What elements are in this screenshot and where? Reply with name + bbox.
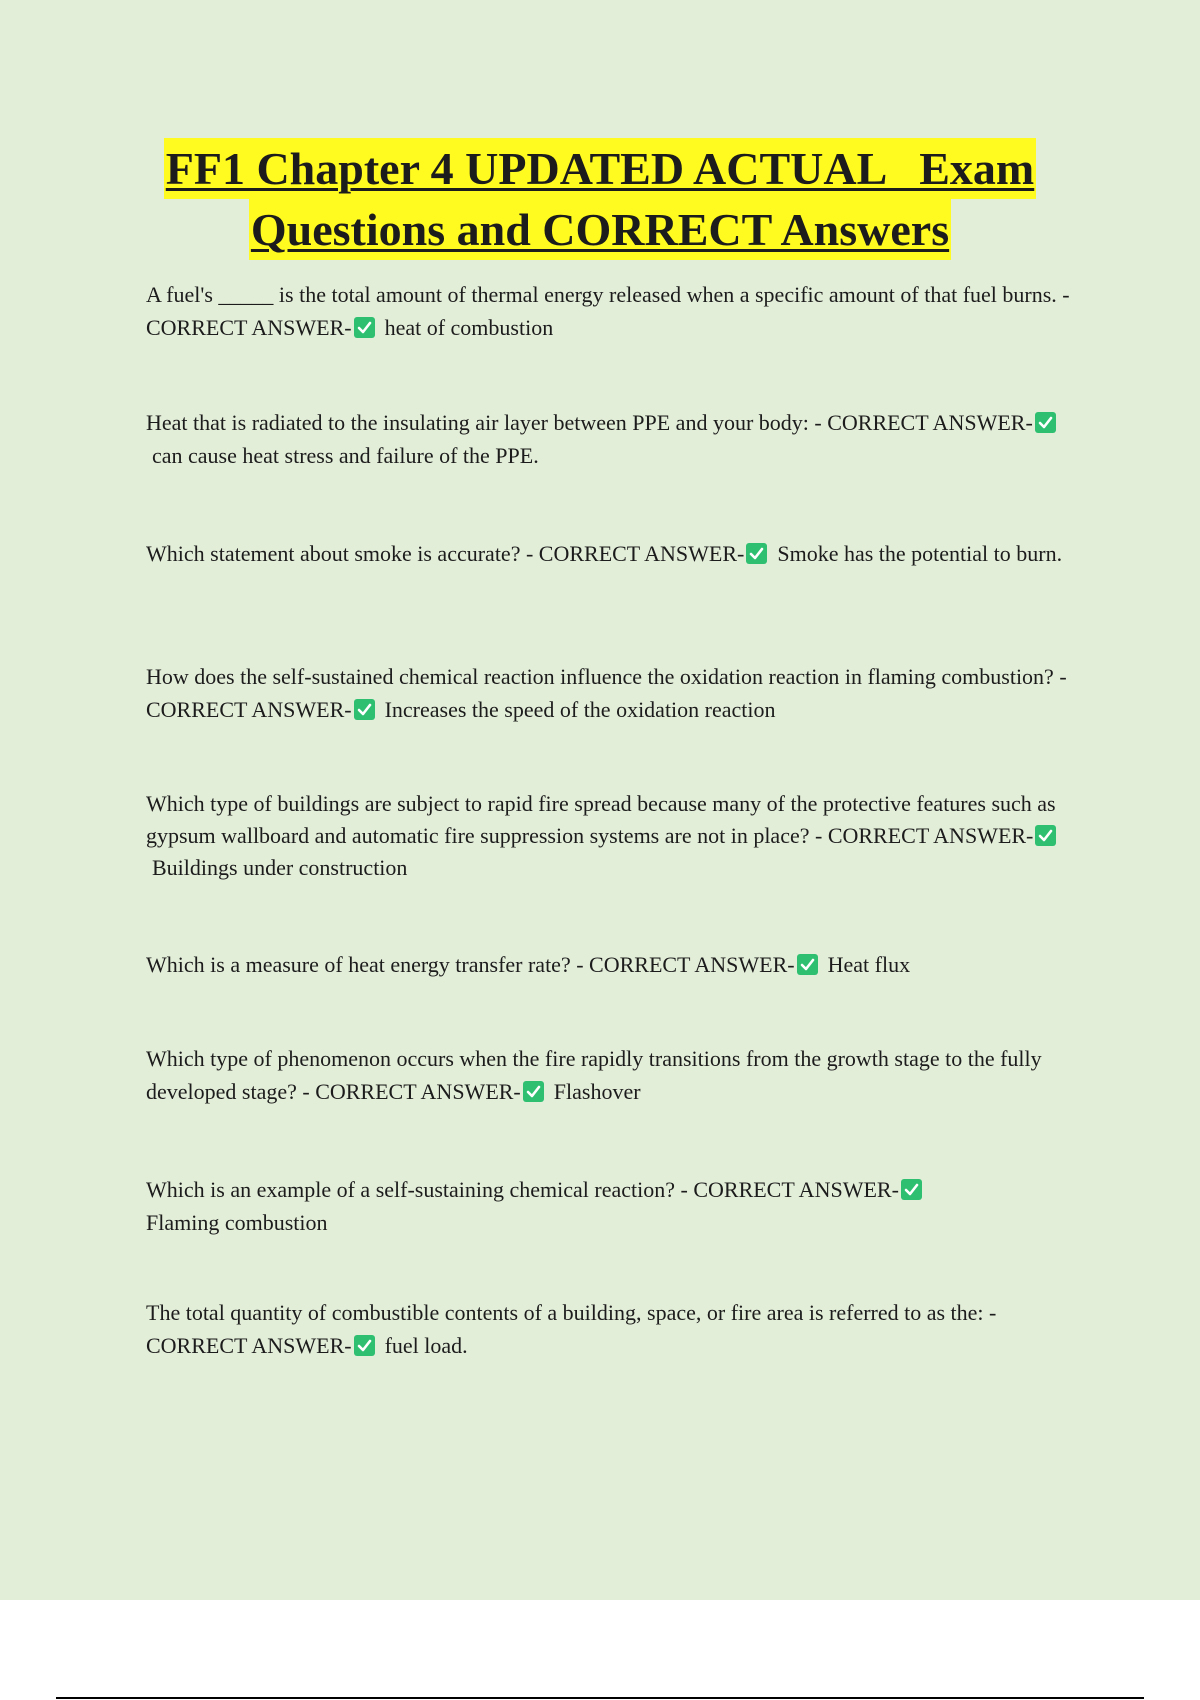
qa-item [146,278,1086,344]
qa-item [146,1042,1086,1108]
qa-item [146,660,1086,726]
qa-item [146,1296,1086,1362]
question-text: How does the self-sustained chemical reaction influence the oxidation reaction in flaming combustion? - CORRECT ANSWER- [146,664,1067,722]
answer-text: Buildings under construction [152,855,408,880]
check-mark-icon [354,1335,375,1356]
check-mark-icon [746,543,767,564]
qa-item [146,948,1086,981]
question-text: Which type of buildings are subject to rapid fire spread because many of the protective features such as gypsum wallboard and automatic fire suppression systems are not in place? - CORRECT ANSWER- [146,791,1056,848]
answer-text: heat of combustion [384,315,554,340]
check-mark-icon [797,954,818,975]
check-mark-icon [1035,825,1056,846]
answer-text: fuel load. [384,1333,468,1358]
qa-item [146,406,1086,472]
answer-text: Flashover [553,1079,641,1104]
title-line-1: FF1 Chapter 4 UPDATED ACTUAL Exam [164,138,1037,199]
question-text: A fuel's _____ is the total amount of thermal energy released when a specific amount of that fuel burns. - CORRECT ANSWER- [146,282,1070,340]
question-text: Heat that is radiated to the insulating air layer between PPE and your body: - CORRECT ANSWER- [146,410,1033,435]
answer-text: Increases the speed of the oxidation reaction [384,697,776,722]
check-mark-icon [354,699,375,720]
answer-text: Smoke has the potential to burn. [777,541,1063,566]
answer-text: can cause heat stress and failure of the PPE. [152,443,539,468]
document-title [0,138,1200,260]
qa-item [146,537,1086,570]
check-mark-icon [901,1179,922,1200]
title-line-2: Questions and CORRECT Answers [249,199,951,260]
question-text: Which is a measure of heat energy transfer rate? - CORRECT ANSWER- [146,952,795,977]
question-text: Which is an example of a self-sustaining chemical reaction? - CORRECT ANSWER- [146,1177,899,1202]
qa-item [146,788,1086,884]
check-mark-icon [354,317,375,338]
qa-item [146,1173,1086,1239]
answer-text: Flaming combustion [146,1210,328,1235]
question-text: Which type of phenomenon occurs when the fire rapidly transitions from the growth stage to the fully developed stage? - CORRECT ANSWER- [146,1046,1042,1104]
question-text: Which statement about smoke is accurate? - CORRECT ANSWER- [146,541,745,566]
answer-text: Heat flux [827,952,911,977]
footer-rule [56,1697,1144,1699]
check-mark-icon [1035,412,1056,433]
question-text: The total quantity of combustible contents of a building, space, or fire area is referred to as the: - CORRECT ANSWER- [146,1300,997,1358]
check-mark-icon [523,1081,544,1102]
